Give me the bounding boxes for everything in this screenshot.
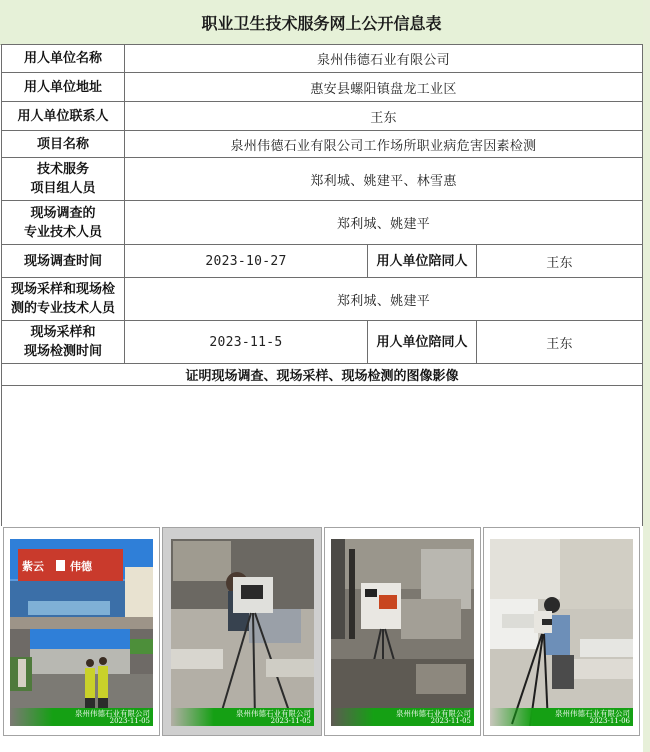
label-survey-time: 现场调查时间 xyxy=(2,245,125,278)
value-team-members: 郑利城、姚建平、林雪惠 xyxy=(125,158,643,201)
value-employer-contact: 王东 xyxy=(125,102,643,131)
label-survey-companion: 用人单位陪同人 xyxy=(368,245,477,278)
value-survey-staff: 郑利城、姚建平 xyxy=(125,201,643,245)
label-sampling-staff: 现场采样和现场检 测的专业技术人员 xyxy=(2,278,125,321)
label-survey-staff: 现场调查的 专业技术人员 xyxy=(2,201,125,245)
value-sampling-companion: 王东 xyxy=(477,321,643,364)
photo-watermark-4 xyxy=(490,708,633,726)
gate-sign-text-1: 紫云 xyxy=(22,560,44,573)
watermark-company-2: 泉州伟德石业有限公司 xyxy=(236,709,311,718)
row-sampling-time xyxy=(2,321,643,364)
value-project-name: 泉州伟德石业有限公司工作场所职业病危害因素检测 xyxy=(125,131,643,158)
row-project-name xyxy=(2,131,643,158)
row-images-blank xyxy=(2,386,643,526)
images-area xyxy=(2,386,643,526)
photo-company-gate[interactable] xyxy=(10,539,153,726)
row-images-heading xyxy=(2,364,643,386)
row-employer-address xyxy=(2,73,643,102)
watermark-company-1: 泉州伟德石业有限公司 xyxy=(75,709,150,718)
watermark-date-3: 2023-11-05 xyxy=(430,717,471,725)
photo-frame-2[interactable] xyxy=(162,527,322,736)
label-team-members: 技术服务 项目组人员 xyxy=(2,158,125,201)
value-survey-companion: 王东 xyxy=(477,245,643,278)
row-survey-time xyxy=(2,245,643,278)
row-survey-staff xyxy=(2,201,643,245)
label-employer-address: 用人单位地址 xyxy=(2,73,125,102)
photo-worker-sampling[interactable] xyxy=(490,539,633,726)
photo-frame-4[interactable] xyxy=(483,527,640,736)
images-heading: 证明现场调查、现场采样、现场检测的图像影像 xyxy=(2,364,643,386)
row-employer-contact xyxy=(2,102,643,131)
photo-watermark-1 xyxy=(10,708,153,726)
value-sampling-time: 2023-11-5 xyxy=(125,321,368,364)
row-sampling-staff xyxy=(2,278,643,321)
photo-frame-3[interactable] xyxy=(324,527,481,736)
watermark-company-3: 泉州伟德石业有限公司 xyxy=(396,709,471,718)
row-team-members xyxy=(2,158,643,201)
gate-sign-text-2: 伟德 xyxy=(70,560,92,573)
value-survey-time: 2023-10-27 xyxy=(125,245,368,278)
label-project-name: 项目名称 xyxy=(2,131,125,158)
right-margin-strip xyxy=(643,0,650,752)
label-sampling-companion: 用人单位陪同人 xyxy=(368,321,477,364)
photo-workshop-instrument[interactable] xyxy=(331,539,474,726)
label-sampling-time: 现场采样和 现场检测时间 xyxy=(2,321,125,364)
photo-watermark-2 xyxy=(171,708,314,726)
photo-sampling-tripod[interactable] xyxy=(171,539,314,726)
page-title: 职业卫生技术服务网上公开信息表 xyxy=(0,0,643,45)
watermark-date-4: 2023-11-06 xyxy=(589,717,630,725)
value-employer-address: 惠安县螺阳镇盘龙工业区 xyxy=(125,73,643,102)
photo-strip xyxy=(1,527,642,752)
photo-frame-1[interactable] xyxy=(3,527,160,736)
row-employer-name xyxy=(2,45,643,73)
info-table xyxy=(1,44,643,526)
value-employer-name: 泉州伟德石业有限公司 xyxy=(125,45,643,73)
watermark-company-4: 泉州伟德石业有限公司 xyxy=(555,709,630,718)
value-sampling-staff: 郑利城、姚建平 xyxy=(125,278,643,321)
label-employer-contact: 用人单位联系人 xyxy=(2,102,125,131)
label-employer-name: 用人单位名称 xyxy=(2,45,125,73)
watermark-date-2: 2023-11-05 xyxy=(270,717,311,725)
photo-watermark-3 xyxy=(331,708,474,726)
watermark-date-1: 2023-11-05 xyxy=(109,717,150,725)
